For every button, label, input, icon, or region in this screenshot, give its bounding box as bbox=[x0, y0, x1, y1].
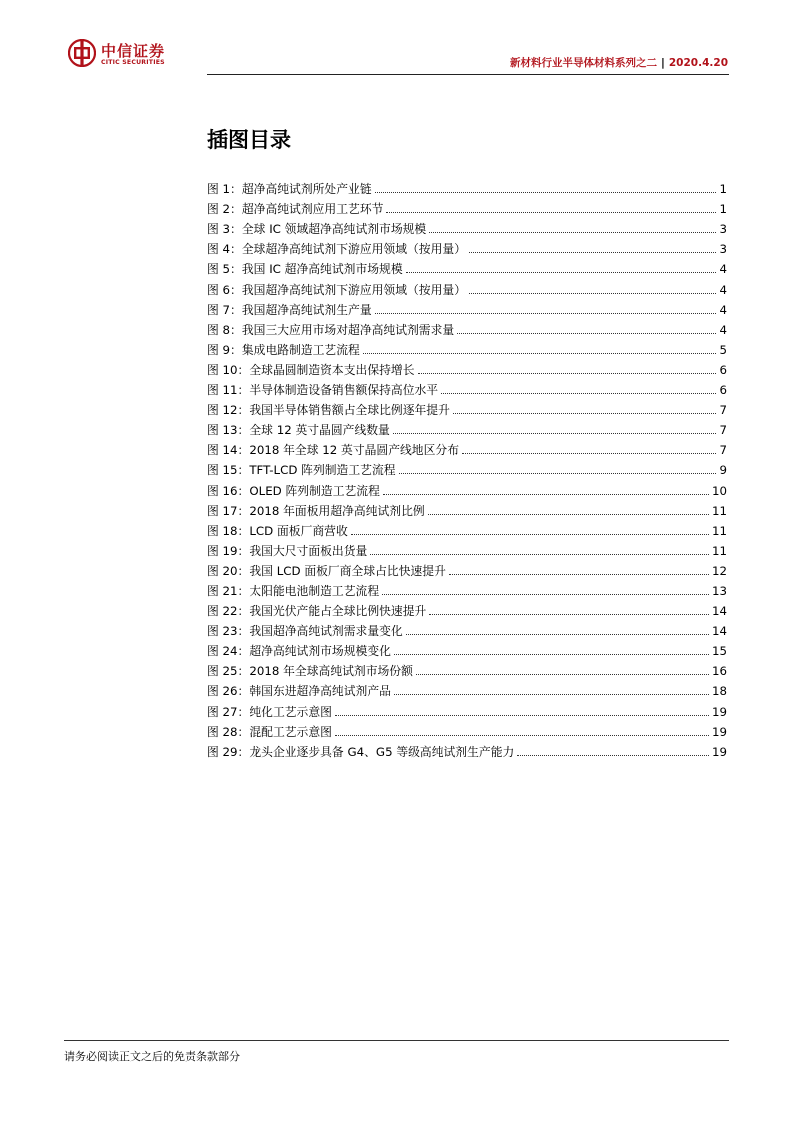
toc-dot-leader bbox=[462, 453, 716, 454]
toc-entry-page: 11 bbox=[711, 503, 727, 518]
toc-entry-label: 图 27：纯化工艺示意图 bbox=[207, 704, 332, 719]
toc-dot-leader bbox=[351, 534, 709, 535]
toc-entry-page: 10 bbox=[711, 483, 727, 498]
toc-entry-label: 图 14：2018 年全球 12 英寸晶圆产线地区分布 bbox=[207, 443, 459, 458]
toc-entry[interactable] bbox=[207, 297, 727, 317]
toc-entry-page: 6 bbox=[719, 362, 727, 377]
toc-entry[interactable] bbox=[207, 317, 727, 337]
toc-entry[interactable] bbox=[207, 196, 727, 216]
toc-dot-leader bbox=[469, 252, 716, 253]
toc-entry-page: 19 bbox=[711, 704, 727, 719]
toc-entry[interactable] bbox=[207, 578, 727, 598]
toc-entry-page: 16 bbox=[711, 664, 727, 679]
toc-entry-page: 3 bbox=[719, 222, 727, 237]
toc-entry-page: 4 bbox=[719, 262, 727, 277]
citic-logo bbox=[68, 38, 178, 72]
toc-dot-leader bbox=[429, 614, 709, 615]
toc-entry-label: 图 1：超净高纯试剂所处产业链 bbox=[207, 182, 372, 197]
toc-entry[interactable] bbox=[207, 658, 727, 678]
toc-entry[interactable] bbox=[207, 538, 727, 558]
toc-entry[interactable] bbox=[207, 357, 727, 377]
page-title: 插图目录 bbox=[207, 128, 291, 152]
toc-entry[interactable] bbox=[207, 437, 727, 457]
toc-entry-label: 图 28：混配工艺示意图 bbox=[207, 724, 332, 739]
toc-dot-leader bbox=[416, 674, 709, 675]
logo-text-en: CITIC SECURITIES bbox=[101, 59, 165, 66]
report-date: 2020.4.20 bbox=[668, 57, 728, 69]
toc-entry-label: 图 18：LCD 面板厂商营收 bbox=[207, 523, 348, 538]
toc-entry[interactable] bbox=[207, 477, 727, 497]
toc-entry[interactable] bbox=[207, 457, 727, 477]
toc-dot-leader bbox=[375, 192, 717, 193]
toc-entry-page: 5 bbox=[719, 342, 727, 357]
toc-entry-page: 18 bbox=[711, 684, 727, 699]
toc-entry-label: 图 29：龙头企业逐步具备 G4、G5 等级高纯试剂生产能力 bbox=[207, 744, 515, 759]
toc-dot-leader bbox=[453, 413, 717, 414]
toc-entry-label: 图 22：我国光伏产能占全球比例快速提升 bbox=[207, 604, 427, 619]
toc-entry-label: 图 21：太阳能电池制造工艺流程 bbox=[207, 583, 380, 598]
toc-dot-leader bbox=[449, 574, 709, 575]
toc-entry-label: 图 16：OLED 阵列制造工艺流程 bbox=[207, 483, 380, 498]
toc-entry-label: 图 24：超净高纯试剂市场规模变化 bbox=[207, 644, 391, 659]
toc-entry-label: 图 20：我国 LCD 面板厂商全球占比快速提升 bbox=[207, 563, 446, 578]
toc-entry-page: 19 bbox=[711, 744, 727, 759]
toc-entry[interactable] bbox=[207, 739, 727, 759]
footer-disclaimer: 请务必阅读正文之后的免责条款部分 bbox=[64, 1050, 240, 1063]
toc-entry-label: 图 10：全球晶圆制造资本支出保持增长 bbox=[207, 362, 415, 377]
report-title: 新材料行业半导体材料系列之二 bbox=[510, 57, 658, 69]
toc-entry-label: 图 15：TFT-LCD 阵列制造工艺流程 bbox=[207, 463, 396, 478]
toc-dot-leader bbox=[375, 313, 717, 314]
toc-entry[interactable] bbox=[207, 236, 727, 256]
toc-dot-leader bbox=[428, 514, 709, 515]
toc-dot-leader bbox=[399, 473, 717, 474]
header-separator: | bbox=[661, 57, 665, 69]
toc-entry[interactable] bbox=[207, 598, 727, 618]
toc-entry-page: 1 bbox=[719, 202, 727, 217]
toc-entry-label: 图 7：我国超净高纯试剂生产量 bbox=[207, 302, 372, 317]
toc-entry-label: 图 19：我国大尺寸面板出货量 bbox=[207, 543, 368, 558]
toc-entry[interactable] bbox=[207, 618, 727, 638]
toc-dot-leader bbox=[383, 494, 709, 495]
toc-dot-leader bbox=[335, 735, 709, 736]
toc-entry-page: 1 bbox=[719, 182, 727, 197]
toc-entry-page: 11 bbox=[711, 523, 727, 538]
toc-entry-label: 图 11：半导体制造设备销售额保持高位水平 bbox=[207, 383, 439, 398]
toc-entry-page: 13 bbox=[711, 583, 727, 598]
toc-dot-leader bbox=[469, 293, 716, 294]
toc-entry[interactable] bbox=[207, 678, 727, 698]
toc-entry[interactable] bbox=[207, 638, 727, 658]
toc-entry-page: 7 bbox=[719, 443, 727, 458]
toc-entry[interactable] bbox=[207, 276, 727, 296]
toc-entry-label: 图 6：我国超净高纯试剂下游应用领域（按用量） bbox=[207, 282, 466, 297]
logo-text-cn: 中信证券 bbox=[101, 42, 166, 60]
toc-entry-label: 图 2：超净高纯试剂应用工艺环节 bbox=[207, 202, 384, 217]
toc-entry[interactable] bbox=[207, 377, 727, 397]
toc-dot-leader bbox=[406, 272, 717, 273]
toc-entry-page: 11 bbox=[711, 543, 727, 558]
toc-entry-label: 图 9：集成电路制造工艺流程 bbox=[207, 342, 360, 357]
toc-dot-leader bbox=[394, 654, 709, 655]
toc-entry-page: 4 bbox=[719, 302, 727, 317]
toc-entry[interactable] bbox=[207, 719, 727, 739]
toc-entry-label: 图 25：2018 年全球高纯试剂市场份额 bbox=[207, 664, 413, 679]
toc-entry[interactable] bbox=[207, 256, 727, 276]
toc-dot-leader bbox=[429, 232, 716, 233]
toc-entry-page: 15 bbox=[711, 644, 727, 659]
toc-dot-leader bbox=[382, 594, 709, 595]
toc-entry-label: 图 5：我国 IC 超净高纯试剂市场规模 bbox=[207, 262, 403, 277]
toc-entry-label: 图 17：2018 年面板用超净高纯试剂比例 bbox=[207, 503, 425, 518]
toc-dot-leader bbox=[335, 715, 709, 716]
footer-divider bbox=[64, 1040, 729, 1041]
toc-entry-page: 3 bbox=[719, 242, 727, 257]
toc-entry-label: 图 4：全球超净高纯试剂下游应用领域（按用量） bbox=[207, 242, 466, 257]
toc-entry-label: 图 26：韩国东进超净高纯试剂产品 bbox=[207, 684, 391, 699]
toc-entry-page: 4 bbox=[719, 322, 727, 337]
toc-entry-page: 19 bbox=[711, 724, 727, 739]
toc-dot-leader bbox=[363, 353, 717, 354]
toc-entry[interactable] bbox=[207, 397, 727, 417]
toc-entry[interactable] bbox=[207, 176, 727, 196]
toc-dot-leader bbox=[441, 393, 716, 394]
toc-entry[interactable] bbox=[207, 558, 727, 578]
toc-dot-leader bbox=[406, 634, 709, 635]
toc-entry[interactable] bbox=[207, 518, 727, 538]
toc-dot-leader bbox=[517, 755, 709, 756]
toc-dot-leader bbox=[393, 433, 717, 434]
toc-entry-page: 12 bbox=[711, 563, 727, 578]
header-divider bbox=[207, 74, 729, 75]
toc-entry-label: 图 23：我国超净高纯试剂需求量变化 bbox=[207, 624, 403, 639]
report-header bbox=[510, 55, 728, 70]
toc-entry-page: 14 bbox=[711, 624, 727, 639]
toc-entry-page: 7 bbox=[719, 423, 727, 438]
toc-dot-leader bbox=[394, 694, 709, 695]
toc-dot-leader bbox=[370, 554, 709, 555]
toc-entry-page: 14 bbox=[711, 604, 727, 619]
toc-entry[interactable] bbox=[207, 337, 727, 357]
toc-dot-leader bbox=[418, 373, 717, 374]
toc-entry-page: 4 bbox=[719, 282, 727, 297]
figure-list bbox=[207, 176, 727, 759]
toc-entry-label: 图 13：全球 12 英寸晶圆产线数量 bbox=[207, 423, 390, 438]
toc-entry-page: 7 bbox=[719, 403, 727, 418]
citic-logo-icon bbox=[68, 39, 96, 67]
toc-entry[interactable] bbox=[207, 417, 727, 437]
toc-entry[interactable] bbox=[207, 498, 727, 518]
toc-entry-label: 图 8：我国三大应用市场对超净高纯试剂需求量 bbox=[207, 322, 455, 337]
toc-dot-leader bbox=[457, 333, 716, 334]
toc-dot-leader bbox=[386, 212, 716, 213]
toc-entry-page: 9 bbox=[719, 463, 727, 478]
toc-entry[interactable] bbox=[207, 698, 727, 718]
toc-entry-label: 图 3：全球 IC 领域超净高纯试剂市场规模 bbox=[207, 222, 427, 237]
toc-entry[interactable] bbox=[207, 216, 727, 236]
toc-entry-label: 图 12：我国半导体销售额占全球比例逐年提升 bbox=[207, 403, 450, 418]
toc-entry-page: 6 bbox=[719, 383, 727, 398]
